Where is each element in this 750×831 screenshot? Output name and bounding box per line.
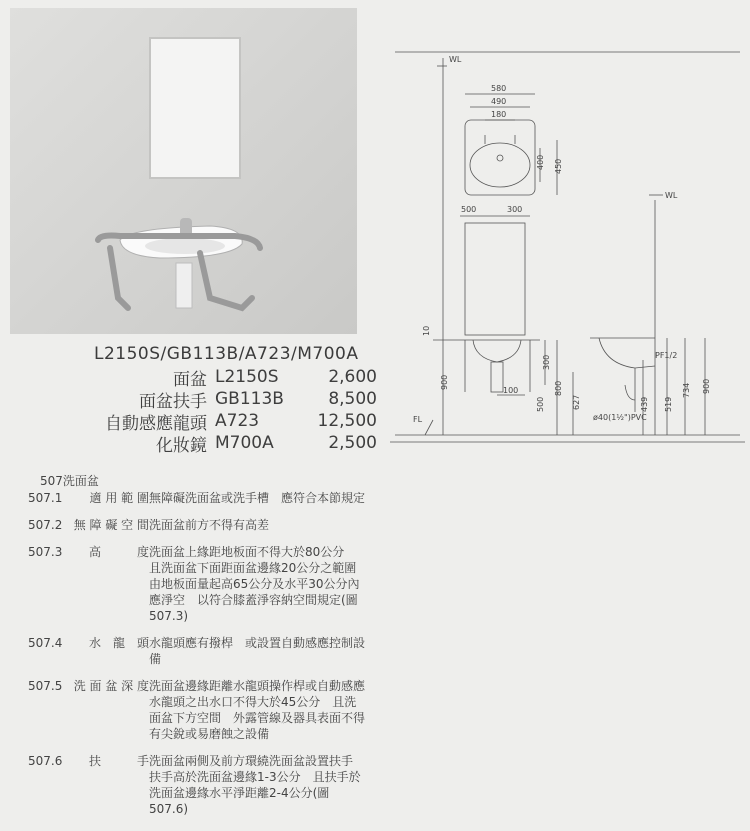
spec-item [28,678,378,742]
dim-580: 580 [491,84,507,93]
price-row [80,432,380,454]
product-photo [10,8,357,334]
spec-text: 洗面盆前方不得有高差 [149,518,270,532]
price-row [80,388,380,410]
front-trap [491,362,503,392]
spec-label: 洗 面 盆 深 度 [73,679,149,693]
section-title: 507洗面盆 [40,474,99,488]
item-name: 面盆 [173,369,207,390]
front-basin [473,340,521,362]
item-code: M700A [215,433,274,453]
dim-800: 800 [554,380,563,396]
spec-text: 洗面盆上緣距地板面不得大於80公分 且洗面盆下面距面盆邊緣20公分之範圍 由地板面量起高65公分及水平30公分內應淨空 以符合膝蓋淨容納空間規定(圖507.3) [149,545,369,623]
price-list [80,366,380,454]
spec-number: 507.3 [28,545,63,559]
grab-bar-left [110,248,128,308]
dim-300: 300 [507,205,523,214]
item-code: L2150S [215,367,279,387]
dim-627: 627 [572,394,581,410]
spec-number: 507.2 [28,518,63,532]
fl-label: FL [413,415,423,424]
side-basin [599,338,655,368]
price-row [80,366,380,388]
dim-490: 490 [491,97,507,106]
pipe-label: ø40(1½")PVC [593,413,647,422]
dim-450: 450 [554,158,563,174]
spec-item [28,753,378,817]
washbasin-photo-illustration [10,8,357,334]
spec-text: 水龍頭應有撥桿 或設置自動感應控制設備 [149,636,366,666]
wl-label: WL [449,55,462,64]
spec-label: 扶 手 [88,754,149,768]
spec-list [28,490,378,828]
price-row [80,410,380,432]
mirror-shape [150,38,240,178]
dim-900: 900 [440,374,449,390]
spec-number: 507.6 [28,754,63,768]
dim-100: 100 [503,386,519,395]
item-code: GB113B [215,389,284,409]
item-price: 12,500 [317,411,377,431]
model-line: L2150S/GB113B/A723/M700A [94,344,359,364]
spec-text: 洗面盆邊緣距離水龍頭操作桿或自動感應水龍頭之出水口不得大於45公分 且洗面盆下方空間 外露管線及器具表面不得有尖銳或易磨蝕之設備 [149,679,366,741]
dim-439: 439 [640,396,649,412]
spec-label: 適 用 範 圍 [89,491,149,505]
item-price: 2,500 [328,433,377,453]
dim-400: 400 [536,154,545,170]
wl-label: WL [665,191,678,200]
basin-bowl [145,238,225,254]
item-price: 8,500 [328,389,377,409]
spec-item [28,490,378,506]
spec-number: 507.5 [28,679,63,693]
spec-item [28,517,378,533]
dim-500: 500 [461,205,477,214]
pf-label: PF1/2 [655,351,678,360]
dim-10: 10 [422,325,431,336]
spec-label: 水 龍 頭 [88,636,149,650]
spec-number: 507.4 [28,636,63,650]
item-name: 自動感應龍頭 [105,413,207,434]
mirror-elevation [465,223,525,335]
spec-item [28,635,378,667]
dim-734: 734 [682,382,691,398]
technical-drawing [385,40,745,450]
side-trap [625,385,635,400]
spec-number: 507.1 [28,491,63,505]
spec-text: 洗面盆兩側及前方環繞洗面盆設置扶手 扶手高於洗面盆邊緣1-3公分 且扶手於洗面盆邊緣水平淨距離2-4公分(圖507.6) [149,754,366,816]
spec-label: 高 度 [88,545,149,559]
grab-bar-right [200,253,252,308]
spec-item [28,544,378,624]
dim-300b: 300 [542,354,551,370]
item-name: 面盆扶手 [139,391,207,412]
pedestal-shape [176,263,192,308]
spec-label: 無 障 礙 空 間 [73,518,149,532]
spec-text: 無障礙洗面盆或洗手槽 應符合本節規定 [149,491,366,505]
dim-519: 519 [664,396,673,412]
item-price: 2,600 [328,367,377,387]
item-name: 化妝鏡 [156,435,207,456]
top-view-basin [465,120,535,195]
item-code: A723 [215,411,260,431]
dim-180: 180 [491,110,507,119]
dim-900b: 900 [702,378,711,394]
dim-500b: 500 [536,396,545,412]
